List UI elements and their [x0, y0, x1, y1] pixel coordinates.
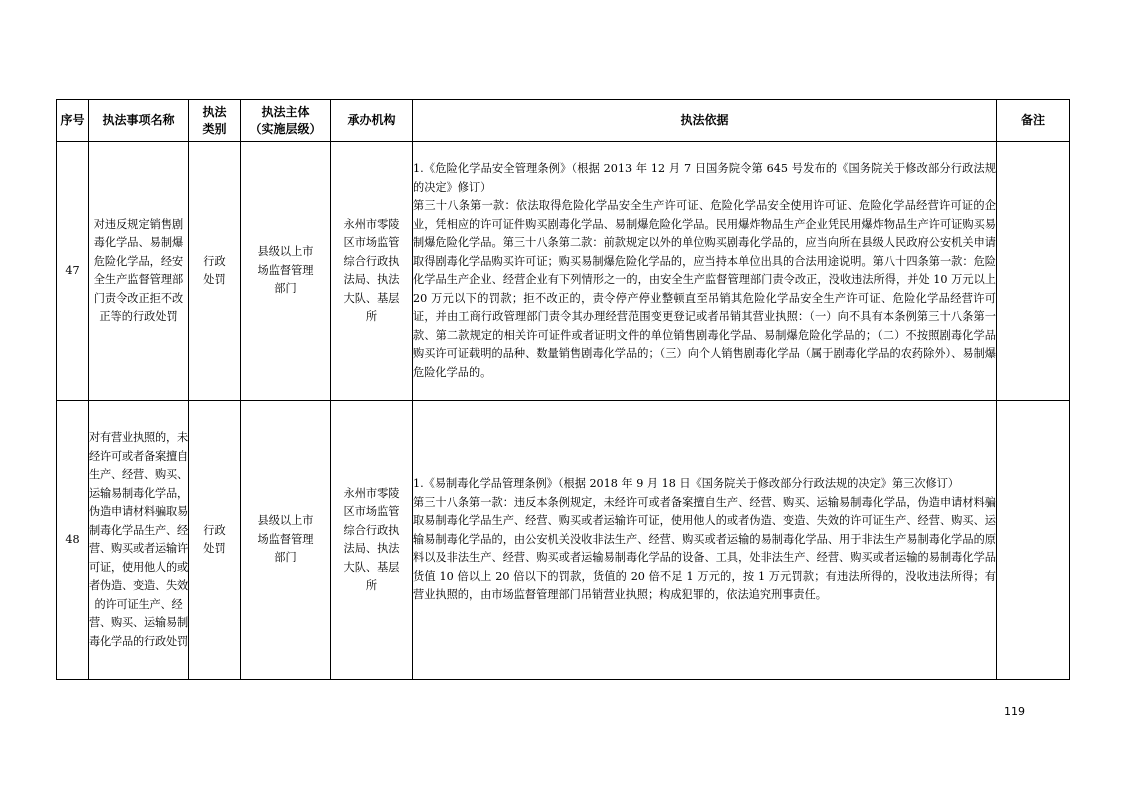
row-name: 对有营业执照的，未经许可或者备案擅自生产、经营、购买、运输易制毒化学品，伪造申请材料骗取易制毒化学品生产、经营、购买或者运输许可证，使用他人的或者伪造、变造、失效的许可证生产、经营、购买、运输易制毒化学品的行政处罚	[89, 401, 189, 680]
header-subject-line2: （实施层级）	[249, 121, 322, 136]
basis-articles: 第三十八条第一款：依法取得危险化学品安全生产许可证、危险化学品安全使用许可证、危险化学品经营许可证的企业，凭相应的许可证件购买剧毒化学品、易制爆危险化学品。民用爆炸物品生产企业凭民用爆炸物品生产许可证购买易制爆危险化学品。第三十八条第二款：前款规定以外的单位购买剧毒化学品的，应当向所在县级人民政府公安机关申请取得剧毒化学品购买许可证；购买易制爆危险化学品的，应当持本单位出具的合法用途说明。第八十四条第一款：危险化学品生产企业、经营企业有下列情形之一的，由安全生产监督管理部门责令改正，没收违法所得，并处 10 万元以上 20 万元以下的罚款；拒不改正的，责令停产停业整顿直至吊销其危险化学品安全生产许可证、危险化学品经营许可证，并由工商行政管理部门责令其办理经营范围变更登记或者吊销其营业执照：（一）向不具有本条例第三十八条第一款、第二款规定的相关许可证件或者证明文件的单位销售剧毒化学品、易制爆危险化学品的；（二）不按照剧毒化学品购买许可证载明的品种、数量销售剧毒化学品的；（三）向个人销售剧毒化学品（属于剧毒化学品的农药除外）、易制爆危险化学品的。	[413, 199, 996, 379]
header-org: 承办机构	[331, 100, 413, 142]
table-row	[57, 142, 1070, 401]
row-basis	[413, 142, 997, 401]
row-subject: 县级以上市场监督管理部门	[241, 142, 331, 401]
basis-source: 1.《危险化学品安全管理条例》（根据 2013 年 12 月 7 日国务院令第 645 号发布的《国务院关于修改部分行政法规的决定》修订）	[413, 162, 996, 194]
enforcement-table	[56, 99, 1070, 680]
row-remarks	[997, 401, 1070, 680]
table-row	[57, 401, 1070, 680]
row-basis	[413, 401, 997, 680]
header-name: 执法事项名称	[89, 100, 189, 142]
row-remarks	[997, 142, 1070, 401]
basis-articles: 第三十八条第一款：违反本条例规定，未经许可或者备案擅自生产、经营、购买、运输易制毒化学品，伪造申请材料骗取易制毒化学品生产、经营、购买或者运输许可证，使用他人的或者伪造、变造、失效的许可证生产、经营、购买、运输易制毒化学品的，由公安机关没收非法生产、经营、购买或者运输的易制毒化学品、用于非法生产易制毒化学品的原料以及非法生产、经营、购买或者运输易制毒化学品的设备、工具，处非法生产、经营、购买或者运输的易制毒化学品货值 10 倍以上 20 倍以下的罚款，货值的 20 倍不足 1 万元的，按 1 万元罚款；有违法所得的，没收违法所得；有营业执照的，由市场监督管理部门吊销营业执照；构成犯罪的，依法追究刑事责任。	[413, 495, 996, 602]
header-remarks: 备注	[997, 100, 1070, 142]
row-seq: 48	[57, 401, 89, 680]
header-subject	[241, 100, 331, 142]
row-category: 行政处罚	[189, 142, 241, 401]
header-subject-line1: 执法主体	[261, 104, 310, 119]
row-org: 永州市零陵区市场监管综合行政执法局、执法大队、基层所	[331, 401, 413, 680]
row-seq: 47	[57, 142, 89, 401]
header-seq: 序号	[57, 100, 89, 142]
basis-source: 1.《易制毒化学品管理条例》（根据 2018 年 9 月 18 日《国务院关于修改部分行政法规的决定》第三次修订）	[413, 477, 960, 491]
table-header-row	[57, 100, 1070, 142]
header-category: 执法类别	[189, 100, 241, 142]
row-category: 行政处罚	[189, 401, 241, 680]
row-name: 对违反规定销售剧毒化学品、易制爆危险化学品，经安全生产监督管理部门责令改正拒不改正等的行政处罚	[89, 142, 189, 401]
row-subject: 县级以上市场监督管理部门	[241, 401, 331, 680]
row-org: 永州市零陵区市场监管综合行政执法局、执法大队、基层所	[331, 142, 413, 401]
header-basis: 执法依据	[413, 100, 997, 142]
page-number: 119	[1004, 705, 1025, 718]
